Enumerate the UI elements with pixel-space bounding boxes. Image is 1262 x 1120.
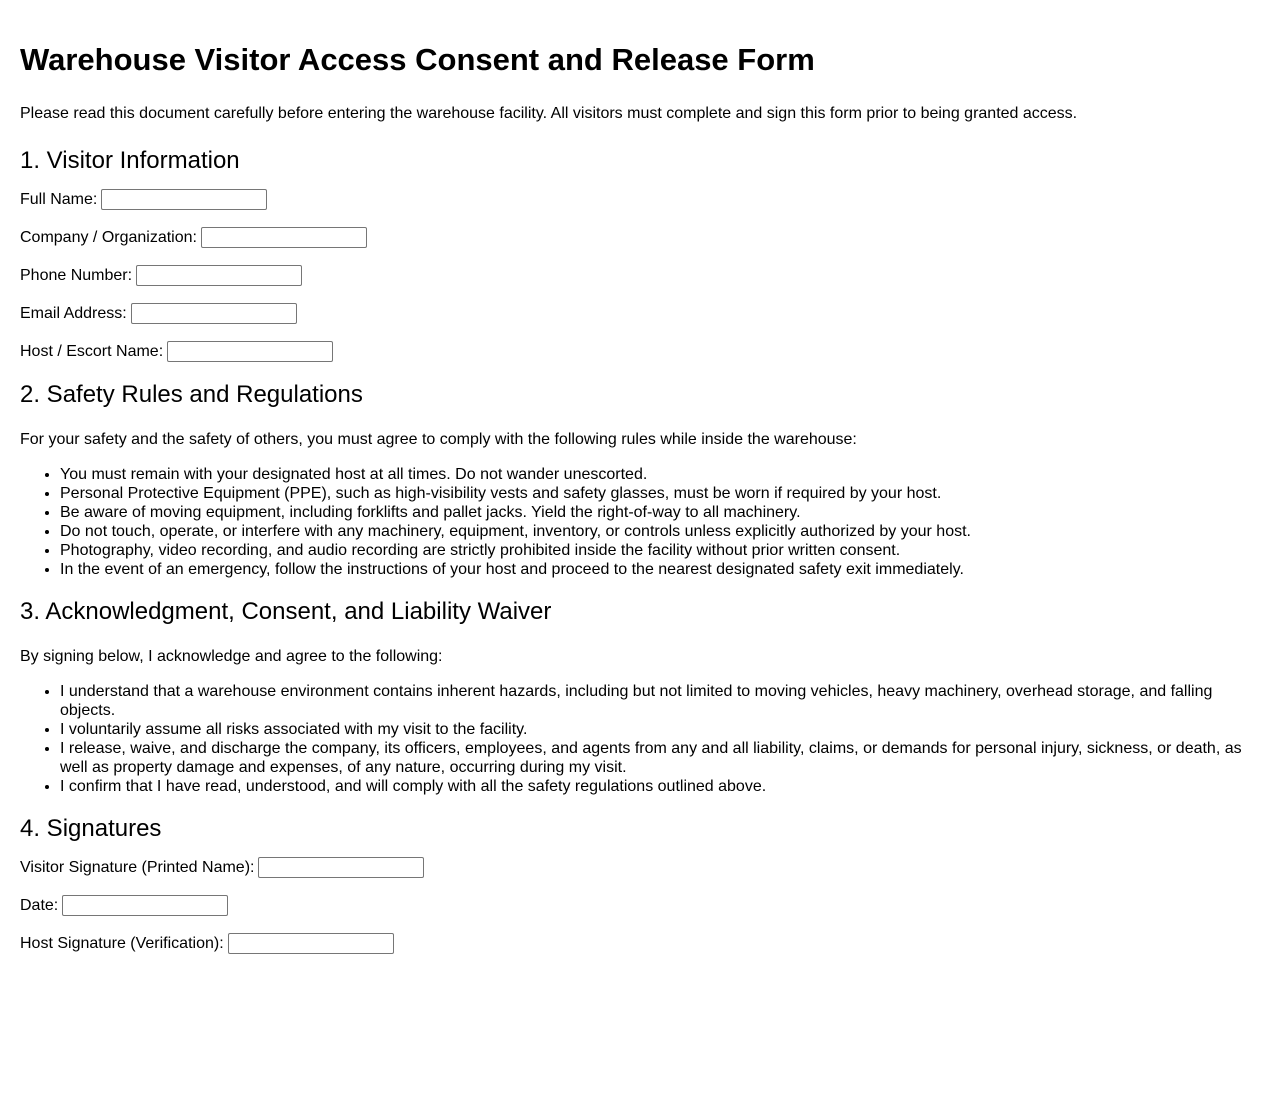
- list-item: • Personal Protective Equipment (PPE), such as high-visibility vests and safety glasses, must be worn if required by your host.: [60, 484, 1242, 503]
- field-row-host-signature: [20, 932, 1242, 954]
- list-item: • I confirm that I have read, understood, and will comply with all the safety regulations outlined above.: [60, 777, 1242, 796]
- page-title: Warehouse Visitor Access Consent and Release Form: [20, 42, 815, 77]
- list-item: • I understand that a warehouse environment contains inherent hazards, including but not limited to moving vehicles, heavy machinery, overhead storage, and falling objects.: [60, 682, 1242, 720]
- acknowledgment-intro-text: By signing below, I acknowledge and agree to the following:: [20, 648, 443, 665]
- date-input[interactable]: [62, 895, 228, 916]
- phone-label: Phone Number:: [20, 266, 133, 284]
- section-heading-signatures: 4. Signatures: [20, 815, 162, 842]
- list-item: • Do not touch, operate, or interfere with any machinery, equipment, inventory, or controls unless explicitly authorized by your host.: [60, 522, 1242, 541]
- visitor-signature-label: Visitor Signature (Printed Name):: [20, 858, 255, 876]
- email-input[interactable]: [131, 303, 297, 324]
- field-row-company: [20, 226, 1242, 248]
- phone-input[interactable]: [136, 265, 302, 286]
- host-escort-label: Host / Escort Name:: [20, 342, 164, 360]
- company-label: Company / Organization:: [20, 228, 197, 246]
- field-row-email: [20, 302, 1242, 324]
- field-row-phone: [20, 264, 1242, 286]
- full-name-label: Full Name:: [20, 190, 98, 208]
- acknowledgment-list: [20, 682, 1242, 796]
- section-heading-acknowledgment: 3. Acknowledgment, Consent, and Liability Waiver: [20, 598, 552, 625]
- list-item: • I voluntarily assume all risks associated with my visit to the facility.: [60, 720, 1242, 739]
- company-input[interactable]: [201, 227, 367, 248]
- date-label: Date:: [20, 896, 59, 914]
- field-row-visitor-signature: [20, 856, 1242, 878]
- field-row-host-escort: [20, 340, 1242, 362]
- intro-text: Please read this document carefully before entering the warehouse facility. All visitors must complete and sign this form prior to being granted access.: [20, 105, 1078, 122]
- list-item: • In the event of an emergency, follow the instructions of your host and proceed to the nearest designated safety exit immediately.: [60, 560, 1242, 579]
- list-item: • Be aware of moving equipment, including forklifts and pallet jacks. Yield the right-of-way to all machinery.: [60, 503, 1242, 522]
- signature-fields: [20, 856, 1242, 954]
- field-row-full-name: [20, 188, 1242, 210]
- list-item: • I release, waive, and discharge the company, its officers, employees, and agents from any and all liability, claims, or demands for personal injury, sickness, or death, as well as property damage and expenses, of any nature, occurring during my visit.: [60, 739, 1242, 777]
- host-signature-input[interactable]: [228, 933, 394, 954]
- host-escort-input[interactable]: [167, 341, 333, 362]
- section-heading-visitor-info: 1. Visitor Information: [20, 147, 240, 174]
- email-label: Email Address:: [20, 304, 127, 322]
- list-item: • Photography, video recording, and audio recording are strictly prohibited inside the facility without prior written consent.: [60, 541, 1242, 560]
- section-heading-safety: 2. Safety Rules and Regulations: [20, 381, 363, 408]
- visitor-info-fields: [20, 188, 1242, 362]
- field-row-date: [20, 894, 1242, 916]
- visitor-signature-input[interactable]: [258, 857, 424, 878]
- safety-rules-list: [20, 465, 1242, 579]
- list-item: • You must remain with your designated host at all times. Do not wander unescorted.: [60, 465, 1242, 484]
- full-name-input[interactable]: [101, 189, 267, 210]
- safety-intro-text: For your safety and the safety of others, you must agree to comply with the following rules while inside the warehouse:: [20, 431, 857, 448]
- host-signature-label: Host Signature (Verification):: [20, 934, 224, 952]
